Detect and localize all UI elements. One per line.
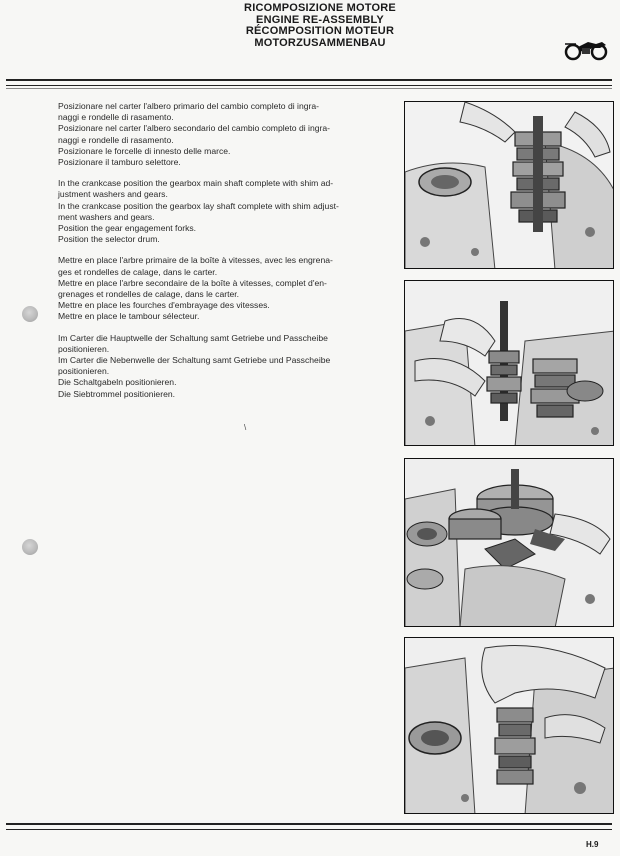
title-fr: RÉCOMPOSITION MOTEUR [245, 25, 395, 37]
text-line: In the crankcase position the gearbox lay shaft complete with shim adjust- [58, 200, 339, 211]
binder-hole [22, 306, 38, 322]
text-line: naggi e rondelle di rasamento. [58, 134, 174, 145]
text-line: Die Schaltgabeln positionieren. [58, 377, 177, 388]
paragraph-italian [58, 101, 390, 168]
binder-hole [22, 539, 38, 555]
stray-mark: \ [244, 423, 247, 432]
page-number: H.9 [586, 840, 599, 849]
engine-icon [562, 36, 612, 62]
text-line: Im Carter die Nebenwelle der Schaltung samt Getriebe und Passcheibe [58, 355, 331, 366]
text-line: ment washers and gears. [58, 211, 155, 222]
paragraph-german [58, 333, 390, 400]
bottom-divider [6, 823, 612, 830]
text-line: grenages et rondelles de calage, dans le carter. [58, 289, 240, 300]
page-header [200, 3, 440, 49]
title-it: RICOMPOSIZIONE MOTORE [244, 2, 396, 14]
text-line: Mettre en place le tambour sélecteur. [58, 311, 200, 322]
text-line: Posizionare nel carter l'albero secondario del cambio completo di ingra- [58, 123, 331, 134]
text-line: justment washers and gears. [58, 189, 168, 200]
title-de: MOTORZUSAMMENBAU [254, 36, 386, 49]
text-line: ges et rondelles de calage, dans le carter. [58, 266, 218, 277]
text-line: positionieren. [58, 343, 110, 354]
text-line: positionieren. [58, 366, 110, 377]
top-divider-shadow [6, 88, 612, 89]
text-line: In the crankcase position the gearbox main shaft complete with shim ad- [58, 178, 334, 189]
text-line: Posizionare le forcelle di innesto delle marce. [58, 145, 231, 156]
text-line: Mettre en place l'arbre primaire de la boîte à vitesses, avec les engrena- [58, 255, 333, 266]
text-line: Posizionare il tamburo selettore. [58, 157, 181, 168]
text-line: Mettre en place l'arbre secondaire de la boîte à vitesses, complet d'en- [58, 277, 327, 288]
text-line: Mettre en place les fourches d'embrayage des vitesses. [58, 300, 270, 311]
paragraph-french [58, 255, 390, 322]
text-line: Position the gear engagement forks. [58, 223, 197, 234]
text-line: Im Carter die Hauptwelle der Schaltung samt Getriebe und Passcheibe [58, 332, 328, 343]
text-line: Posizionare nel carter l'albero primario del cambio completo di ingra- [58, 101, 320, 111]
photo-lay-shaft [404, 280, 614, 446]
title-en: ENGINE RE-ASSEMBLY [256, 13, 384, 26]
paragraph-english [58, 178, 390, 245]
text-line: naggi e rondelle di rasamento. [58, 112, 174, 123]
top-divider [6, 79, 612, 86]
instructions [58, 101, 390, 410]
text-line: Die Siebtrommel positionieren. [58, 388, 176, 399]
text-line: Position the selector drum. [58, 234, 160, 245]
photo-main-shaft [404, 101, 614, 269]
photo-gear-forks [404, 458, 614, 627]
photo-selector-drum [404, 637, 614, 814]
